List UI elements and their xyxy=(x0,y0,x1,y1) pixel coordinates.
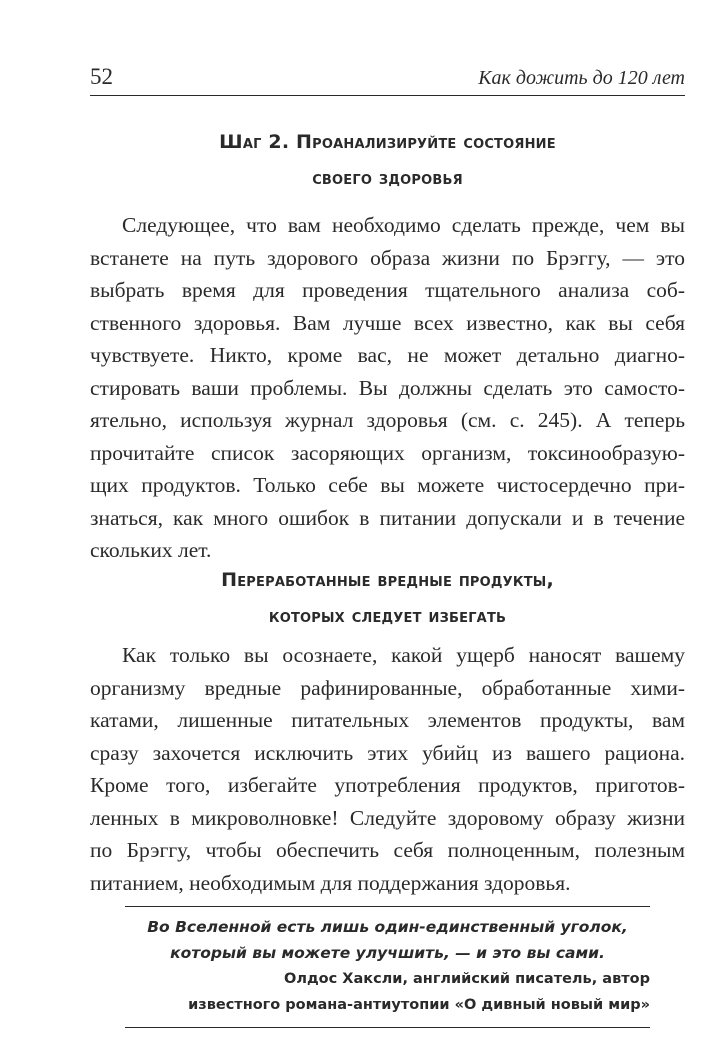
text-line: чувствуете. Никто, кроме вас, не может детально диагно- xyxy=(90,343,685,367)
paragraph-health-analysis xyxy=(90,209,685,567)
text-line: ленных в микроволновке! Следуйте здоровому образу жизни xyxy=(90,805,685,830)
heading-line: своего здоровья xyxy=(312,167,463,189)
heading-line: Шаг 2. Проанализируйте состояние xyxy=(219,131,556,153)
quote-attribution xyxy=(90,966,650,1018)
text-line: Кроме того, избегайте употребления продуктов, приготов- xyxy=(90,773,685,797)
text-line: сразу захочется исключить этих убийц из вашего рациона. xyxy=(90,740,685,765)
text-line: катами, лишенные питательных элементов продукты, вам xyxy=(90,708,685,732)
section-heading-step-2 xyxy=(90,124,685,196)
text-line: знаться, как много ошибок в питании допускали и в течение xyxy=(90,505,685,530)
text-line: выбрать время для проведения тщательного анализа соб- xyxy=(90,278,685,302)
text-line: встанете на путь здорового образа жизни по Брэггу, — это xyxy=(90,245,685,270)
section-heading-processed-foods xyxy=(90,562,685,634)
text-line: скольких лет. xyxy=(90,538,212,562)
heading-line: которых следует избегать xyxy=(268,605,507,627)
epigraph-quote xyxy=(125,914,650,966)
text-line: Следующее, что вам необходимо сделать прежде, чем вы xyxy=(122,213,685,237)
heading-line: Переработанные вредные продукты, xyxy=(221,569,554,591)
quote-rule-top xyxy=(125,906,650,907)
header-rule xyxy=(90,95,685,96)
text-line: ственного здоровья. Вам лучше всех известно, как вы себя xyxy=(90,310,685,335)
page-number: 52 xyxy=(90,64,113,89)
text-line: питанием, необходимым для поддержания здоровья. xyxy=(90,870,571,895)
paragraph-processed-foods xyxy=(90,639,685,899)
quote-line: Во Вселенной есть лишь один-единственный уголок, xyxy=(147,918,628,936)
text-line: Как только вы осознаете, какой ущерб наносят вашему xyxy=(122,643,685,667)
running-head xyxy=(90,62,685,92)
attribution-line: известного романа-антиутопии «О дивный новый мир» xyxy=(188,997,650,1013)
running-title: Как дожить до 120 лет xyxy=(478,67,685,89)
quote-rule-bottom xyxy=(125,1027,650,1028)
attribution-line: Олдос Хаксли, английский писатель, автор xyxy=(284,971,650,987)
quote-line: который вы можете улучшить, — и это вы сами. xyxy=(170,944,605,962)
text-line: по Брэггу, чтобы обеспечить себя полноценным, полезным xyxy=(90,838,685,862)
text-line: организму вредные рафинированные, обработанные хими- xyxy=(90,675,685,700)
text-line: щих продуктов. Только себе вы можете чистосердечно при- xyxy=(90,473,685,497)
text-line: стировать ваши проблемы. Вы должны сделать это самосто- xyxy=(90,375,685,400)
text-line: прочитайте список засоряющих организм, токсинообразую- xyxy=(90,440,685,465)
text-line: ятельно, используя журнал здоровья (см. с. 245). А теперь xyxy=(90,408,685,432)
